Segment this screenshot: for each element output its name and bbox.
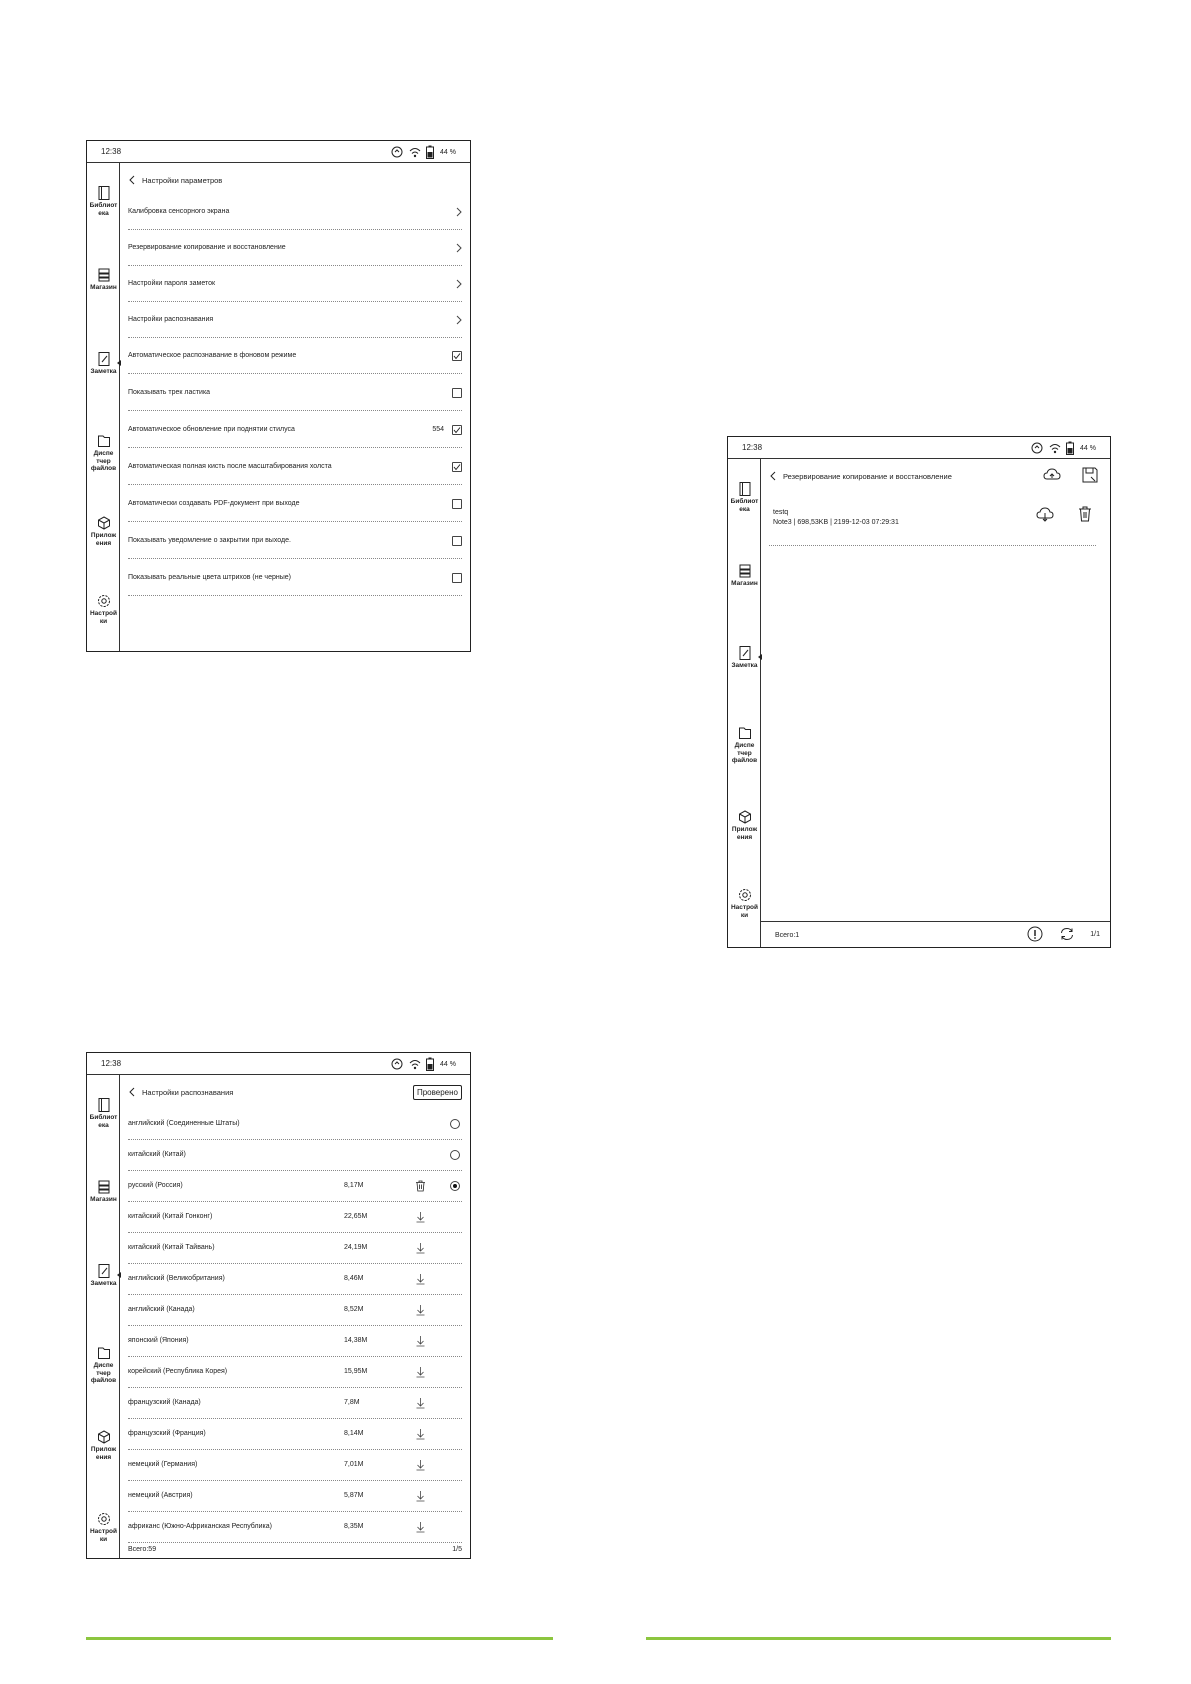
- auto-recognition-checkbox[interactable]: [452, 351, 462, 361]
- chevron-right-icon: [456, 315, 462, 325]
- sync-icon: [1030, 441, 1044, 455]
- back-arrow-icon[interactable]: [128, 1087, 136, 1097]
- auto-refresh-checkbox[interactable]: [452, 425, 462, 435]
- language-label: французский (Канада): [128, 1399, 201, 1406]
- sidebar-label-notes: Заметка: [90, 368, 117, 375]
- sidebar-item-store[interactable]: [87, 267, 120, 292]
- sidebar-item-notes[interactable]: [87, 1263, 120, 1288]
- sidebar-label-library: Библиот ека: [730, 498, 759, 513]
- sidebar-item-apps[interactable]: [87, 515, 120, 547]
- language-label: японский (Япония): [128, 1337, 189, 1344]
- download-icon[interactable]: [415, 1242, 426, 1254]
- language-row[interactable]: [128, 1326, 462, 1357]
- sidebar-label-files: Диспе тчер файлов: [90, 1362, 117, 1384]
- backup-meta: Note3 | 698,53KB | 2199-12-03 07:29:31: [773, 519, 899, 526]
- page-header: [769, 467, 952, 485]
- language-size: 7,8M: [344, 1399, 360, 1406]
- language-size: 8,46M: [344, 1275, 364, 1282]
- language-row[interactable]: [128, 1295, 462, 1326]
- sidebar-label-settings: Настрой ки: [89, 1528, 118, 1543]
- language-label: немецкий (Австрия): [128, 1492, 193, 1499]
- language-radio[interactable]: [450, 1181, 460, 1191]
- backup-name: testq: [773, 509, 789, 516]
- language-row[interactable]: [128, 1264, 462, 1295]
- page-title: Настройки параметров: [142, 175, 223, 185]
- sidebar-label-store: Магазин: [731, 580, 758, 587]
- sidebar-label-apps: Прилож ения: [90, 532, 117, 547]
- language-size: 15,95M: [344, 1368, 368, 1375]
- language-size: 14,38M: [344, 1337, 368, 1344]
- checkmark-icon: [453, 426, 461, 434]
- download-icon[interactable]: [415, 1521, 426, 1533]
- sidebar-label-settings: Настрой ки: [730, 904, 759, 919]
- book-icon: [96, 185, 112, 201]
- eraser-track-checkbox[interactable]: [452, 388, 462, 398]
- settings-row-auto-recognition: Автоматическое распознавание в фоновом режиме: [128, 338, 462, 374]
- back-arrow-icon[interactable]: [769, 471, 777, 481]
- language-row[interactable]: [128, 1481, 462, 1512]
- sidebar-label-files: Диспе тчер файлов: [90, 450, 117, 472]
- language-label: корейский (Республика Корея): [128, 1368, 228, 1375]
- battery-icon: [1066, 441, 1074, 455]
- gear-icon: [96, 1511, 112, 1527]
- language-row[interactable]: [128, 1419, 462, 1450]
- backup-content: [761, 459, 1110, 947]
- total-count: Всего:59: [128, 1546, 157, 1553]
- real-colors-checkbox[interactable]: [452, 573, 462, 583]
- sidebar: [87, 1075, 120, 1558]
- wifi-icon: [408, 1057, 422, 1071]
- folder-icon: [96, 433, 112, 449]
- notebook-pen-icon: [96, 1263, 112, 1279]
- auto-pdf-checkbox[interactable]: [452, 499, 462, 509]
- download-icon[interactable]: [415, 1366, 426, 1378]
- battery-icon: [426, 1057, 434, 1071]
- language-label: китайский (Китай Гонконг): [128, 1213, 213, 1220]
- sidebar-item-store[interactable]: [728, 563, 761, 588]
- page-header: [128, 1083, 233, 1101]
- battery-level: 44 %: [1080, 444, 1096, 452]
- download-icon[interactable]: [415, 1428, 426, 1440]
- download-icon[interactable]: [415, 1397, 426, 1409]
- trash-icon[interactable]: [415, 1180, 426, 1192]
- language-size: 8,35M: [344, 1523, 364, 1530]
- download-icon[interactable]: [415, 1304, 426, 1316]
- sidebar-label-notes: Заметка: [90, 1280, 117, 1287]
- page-title: Настройки распознавания: [142, 1087, 234, 1097]
- sidebar-label-library: Библиот ека: [89, 1114, 118, 1129]
- battery-level: 44 %: [440, 1060, 456, 1068]
- language-size: 7,01M: [344, 1461, 364, 1468]
- back-arrow-icon[interactable]: [128, 175, 136, 185]
- sidebar: [87, 163, 120, 651]
- store-icon: [96, 1179, 112, 1195]
- store-icon: [737, 563, 753, 579]
- settings-row-close-notice: Показывать уведомление о закрытии при выходе.: [128, 523, 462, 559]
- language-row[interactable]: [128, 1140, 462, 1171]
- footer-accent-line-right: [646, 1637, 1111, 1640]
- book-icon: [737, 481, 753, 497]
- sidebar-label-notes: Заметка: [731, 662, 758, 669]
- chevron-right-icon: [456, 207, 462, 217]
- language-size: 8,17M: [344, 1182, 364, 1189]
- settings-row-eraser-track: Показывать трек ластика: [128, 375, 462, 411]
- cloud-restore-icon[interactable]: [1036, 505, 1054, 523]
- gear-icon: [96, 593, 112, 609]
- clock: 12:38: [101, 147, 122, 156]
- sidebar-label-files: Диспе тчер файлов: [731, 742, 758, 764]
- checkmark-icon: [453, 463, 461, 471]
- save-backup-icon[interactable]: [1080, 465, 1100, 485]
- status-bar: [87, 1053, 470, 1075]
- status-bar: [728, 437, 1110, 459]
- recognition-screen: [86, 1052, 471, 1559]
- sidebar: [728, 459, 761, 947]
- language-row[interactable]: [128, 1171, 462, 1202]
- language-label: английский (Соединенные Штаты): [128, 1120, 240, 1127]
- language-radio[interactable]: [450, 1150, 460, 1160]
- sidebar-item-settings[interactable]: [728, 887, 761, 919]
- chevron-right-icon: [456, 279, 462, 289]
- language-row[interactable]: [128, 1233, 462, 1264]
- language-label: французский (Франция): [128, 1430, 206, 1437]
- sidebar-label-store: Магазин: [90, 284, 117, 291]
- settings-row-calibration[interactable]: Калибровка сенсорного экрана: [128, 194, 462, 230]
- book-icon: [96, 1097, 112, 1113]
- sidebar-label-settings: Настрой ки: [89, 610, 118, 625]
- notebook-pen-icon: [737, 645, 753, 661]
- sidebar-item-apps[interactable]: [728, 809, 761, 841]
- language-radio[interactable]: [450, 1119, 460, 1129]
- settings-row-auto-pdf: Автоматически создавать PDF-документ при выходе: [128, 486, 462, 522]
- settings-content: [120, 163, 470, 651]
- footer: [761, 921, 1110, 947]
- settings-row-full-brush: Автоматическая полная кисть после масштабирования холста: [128, 449, 462, 485]
- backup-list-item[interactable]: [769, 501, 1096, 546]
- language-label: немецкий (Германия): [128, 1461, 198, 1468]
- total-count: Всего:1: [775, 932, 800, 939]
- page-header: [128, 171, 222, 189]
- trash-icon[interactable]: [1076, 505, 1094, 523]
- language-row[interactable]: [128, 1357, 462, 1388]
- download-icon[interactable]: [415, 1273, 426, 1285]
- settings-row-real-colors: Показывать реальные цвета штрихов (не черные): [128, 560, 462, 596]
- sidebar-label-library: Библиот ека: [89, 202, 118, 217]
- sidebar-item-notes[interactable]: [728, 645, 761, 670]
- refresh-value: 554: [432, 426, 444, 433]
- download-icon[interactable]: [415, 1459, 426, 1471]
- language-size: 24,19M: [344, 1244, 368, 1251]
- language-label: китайский (Китай Тайвань): [128, 1244, 215, 1251]
- chevron-right-icon: [456, 243, 462, 253]
- verified-button[interactable]: Проверено: [413, 1085, 462, 1100]
- sidebar-item-library[interactable]: [728, 481, 761, 513]
- refresh-icon[interactable]: [1058, 925, 1076, 943]
- sync-icon: [390, 1057, 404, 1071]
- language-label: китайский (Китай): [128, 1151, 186, 1158]
- recognition-content: [120, 1075, 470, 1558]
- page-title: Резервирование копирование и восстановление: [783, 471, 952, 481]
- download-icon[interactable]: [415, 1211, 426, 1223]
- sidebar-item-files[interactable]: [87, 1345, 120, 1385]
- language-row[interactable]: [128, 1450, 462, 1481]
- sidebar-item-apps[interactable]: [87, 1429, 120, 1461]
- gear-icon: [737, 887, 753, 903]
- sidebar-item-files[interactable]: [87, 433, 120, 473]
- sync-icon: [390, 145, 404, 159]
- language-row[interactable]: [128, 1388, 462, 1419]
- folder-icon: [96, 1345, 112, 1361]
- language-label: русский (Россия): [128, 1182, 183, 1189]
- sidebar-item-settings[interactable]: [87, 1511, 120, 1543]
- language-label: африканс (Южно-Африканская Республика): [128, 1523, 272, 1530]
- page-indicator: 1/5: [452, 1546, 462, 1553]
- language-row[interactable]: [128, 1512, 462, 1543]
- checkmark-icon: [453, 352, 461, 360]
- settings-screen: [86, 140, 471, 652]
- info-icon[interactable]: [1026, 925, 1044, 943]
- language-size: 22,65M: [344, 1213, 368, 1220]
- settings-row-backup[interactable]: Резервирование копирование и восстановление: [128, 230, 462, 266]
- wifi-icon: [408, 145, 422, 159]
- full-brush-checkbox[interactable]: [452, 462, 462, 472]
- close-notice-checkbox[interactable]: [452, 536, 462, 546]
- folder-icon: [737, 725, 753, 741]
- page-indicator: 1/1: [1090, 930, 1100, 938]
- sidebar-item-notes[interactable]: [87, 351, 120, 376]
- cloud-backup-icon[interactable]: [1042, 465, 1062, 485]
- settings-row-note-password[interactable]: Настройки пароля заметок: [128, 266, 462, 302]
- download-icon[interactable]: [415, 1490, 426, 1502]
- sidebar-label-apps: Прилож ения: [731, 826, 758, 841]
- sidebar-item-files[interactable]: [728, 725, 761, 765]
- notebook-pen-icon: [96, 351, 112, 367]
- settings-row-auto-refresh: Автоматическое обновление при поднятии стилуса 554: [128, 412, 462, 448]
- wifi-icon: [1048, 441, 1062, 455]
- cube-icon: [96, 515, 112, 531]
- download-icon[interactable]: [415, 1335, 426, 1347]
- sidebar-item-store[interactable]: [87, 1179, 120, 1204]
- cube-icon: [737, 809, 753, 825]
- language-label: английский (Великобритания): [128, 1275, 225, 1282]
- language-row[interactable]: [128, 1202, 462, 1233]
- settings-row-recognition[interactable]: Настройки распознавания: [128, 302, 462, 338]
- battery-level: 44 %: [440, 148, 456, 156]
- clock: 12:38: [742, 443, 763, 452]
- store-icon: [96, 267, 112, 283]
- backup-screen: [727, 436, 1111, 948]
- sidebar-item-library[interactable]: [87, 185, 120, 217]
- language-size: 8,52M: [344, 1306, 364, 1313]
- status-bar: [87, 141, 470, 163]
- footer-accent-line-left: [86, 1637, 553, 1640]
- sidebar-item-library[interactable]: [87, 1097, 120, 1129]
- clock: 12:38: [101, 1059, 122, 1068]
- cube-icon: [96, 1429, 112, 1445]
- language-size: 5,87M: [344, 1492, 364, 1499]
- sidebar-item-settings[interactable]: [87, 593, 120, 625]
- sidebar-label-store: Магазин: [90, 1196, 117, 1203]
- language-row[interactable]: [128, 1109, 462, 1140]
- language-label: английский (Канада): [128, 1306, 195, 1313]
- sidebar-label-apps: Прилож ения: [90, 1446, 117, 1461]
- battery-icon: [426, 145, 434, 159]
- language-size: 8,14M: [344, 1430, 364, 1437]
